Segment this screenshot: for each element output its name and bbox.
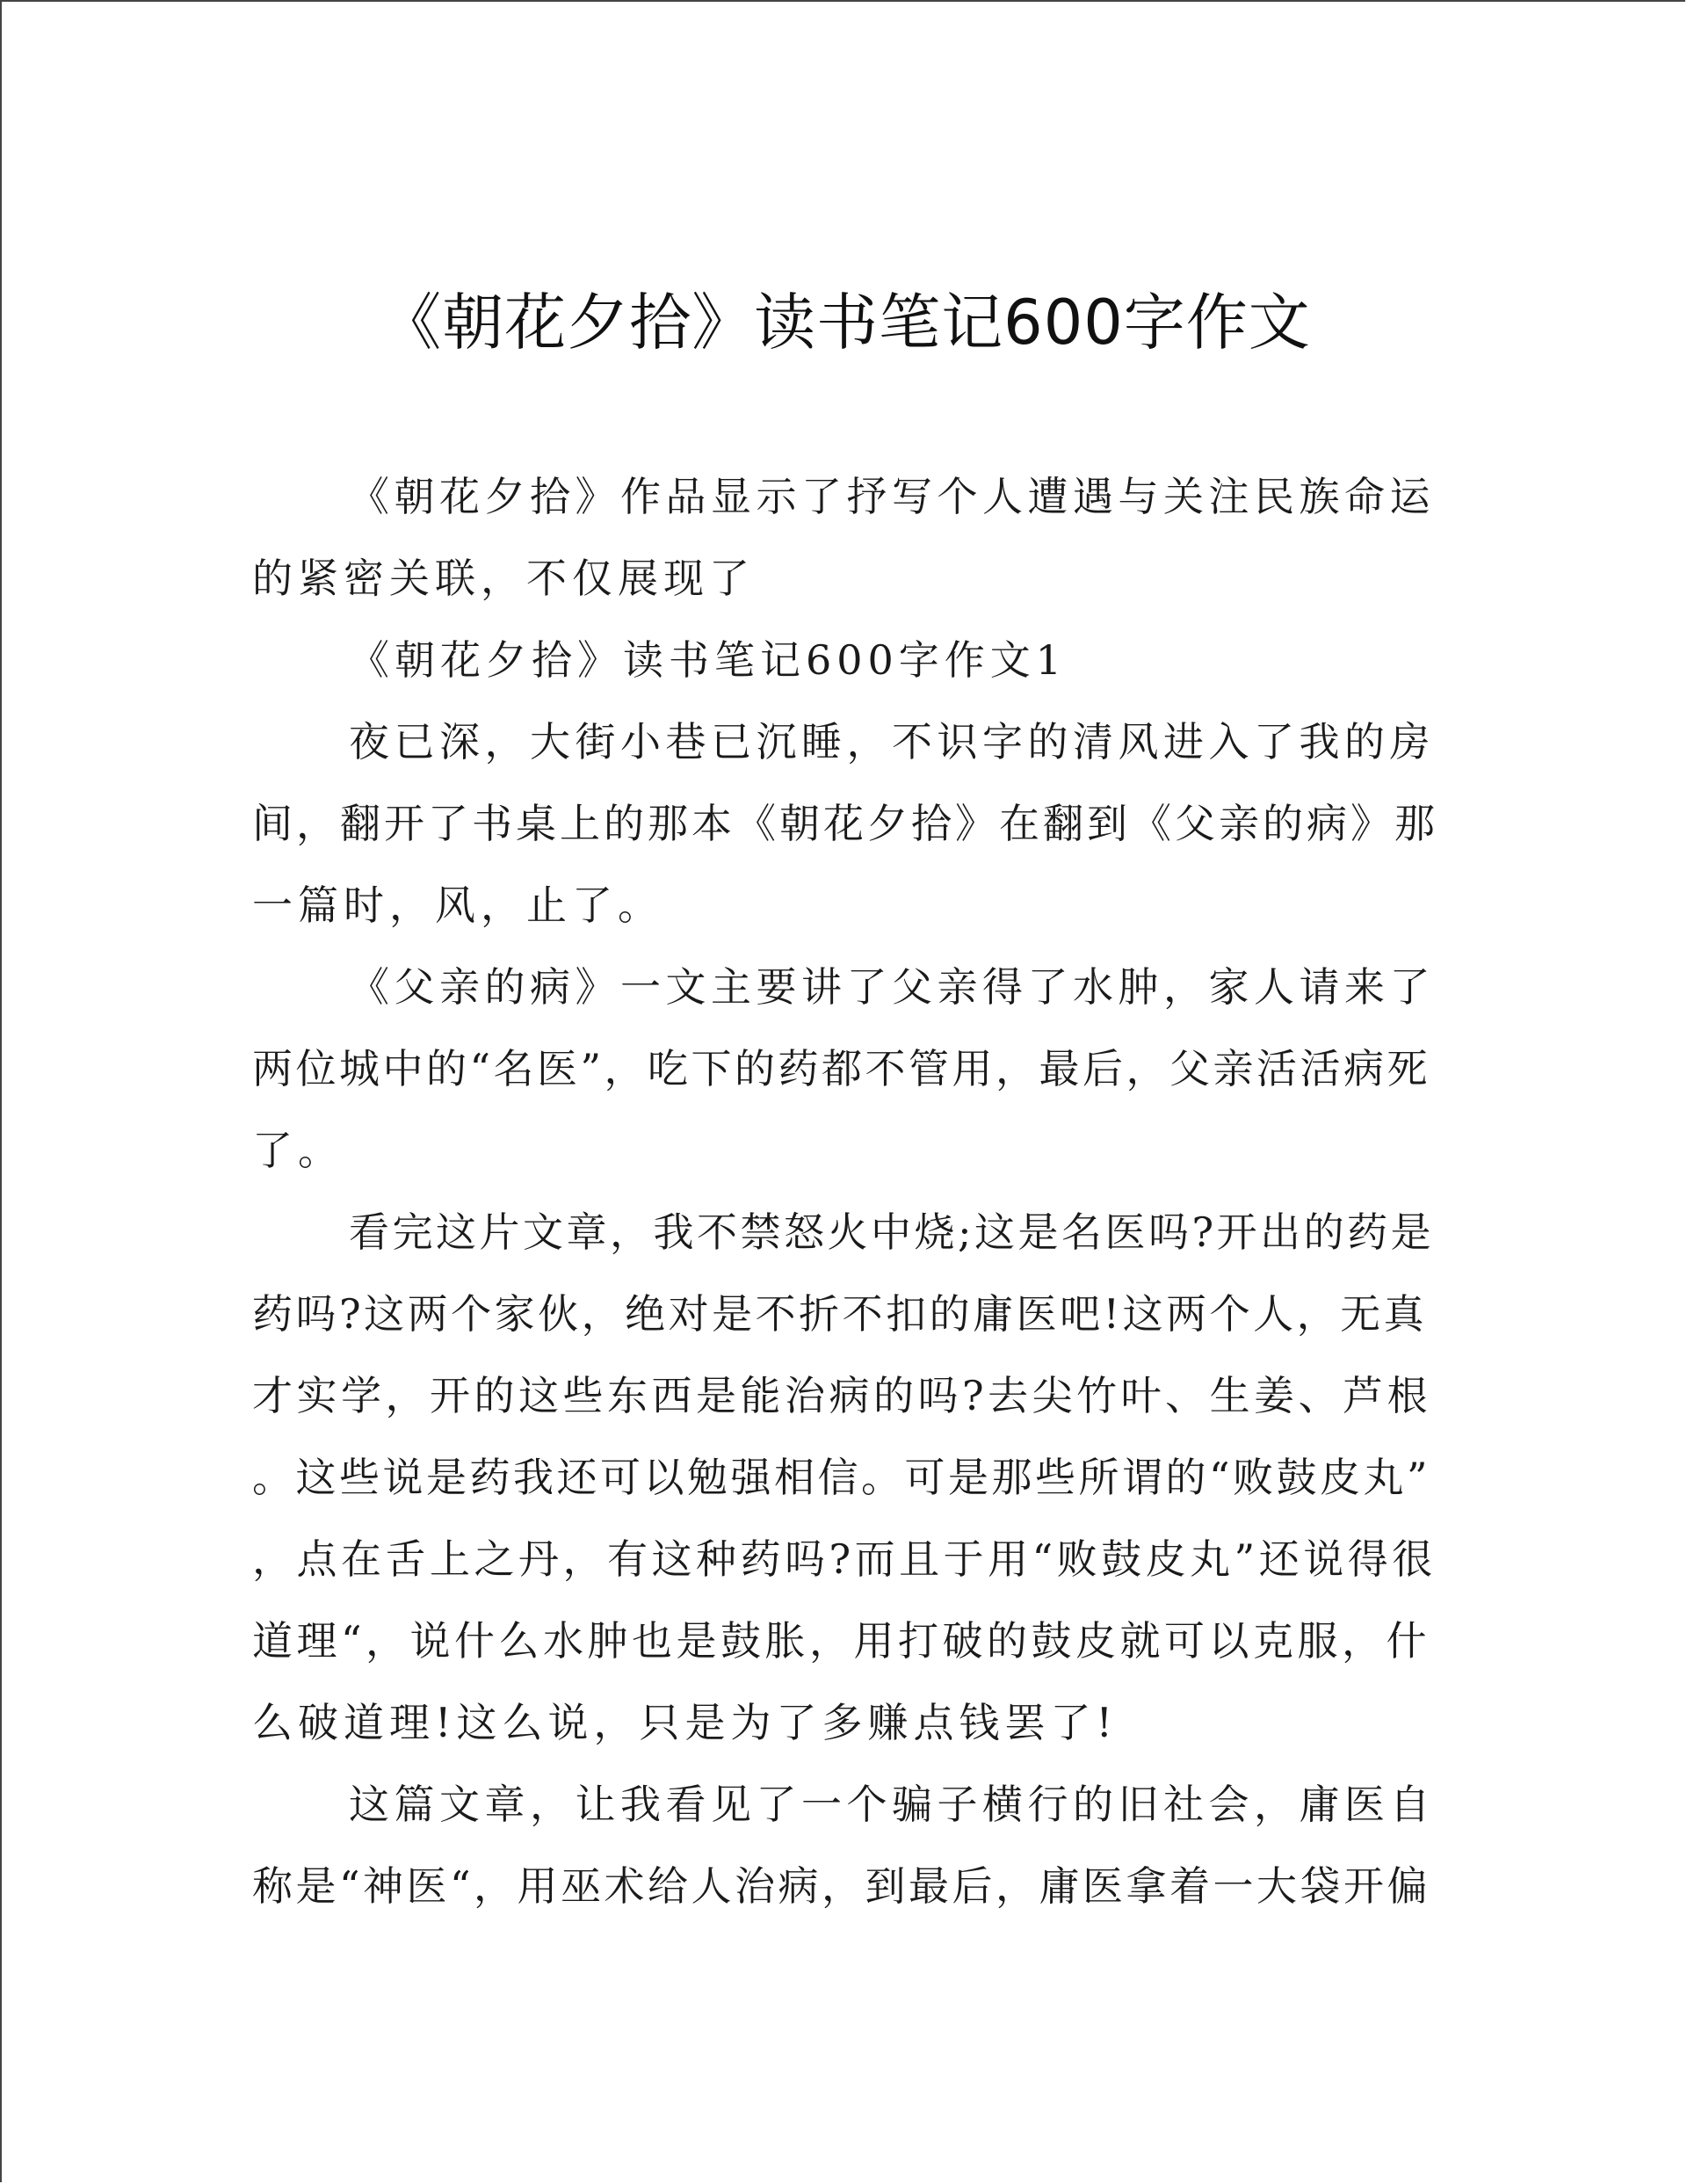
text-line: 的紧密关联，不仅展现了 <box>252 555 755 602</box>
text-line: 这篇文章，让我看见了一个骗子横行的旧社会，庸医自 <box>349 1781 1435 1828</box>
text-line: 《朝花夕拾》读书笔记600字作文1 <box>349 636 1068 684</box>
text-line: 么破道理!这么说，只是为了多赚点钱罢了! <box>252 1699 1118 1746</box>
text-line: ，点在舌上之丹，有这种药吗?而且于用“败鼓皮丸”还说得很 <box>252 1535 1437 1583</box>
text-line: 看完这片文章，我不禁怒火中烧;这是名医吗?开出的药是 <box>349 1208 1435 1256</box>
text-line: 夜已深，大街小巷已沉睡，不识字的清风进入了我的房 <box>349 718 1435 765</box>
document-body <box>252 456 1438 1927</box>
text-line: 《父亲的病》一文主要讲了父亲得了水肿，家人请来了 <box>349 963 1435 1011</box>
text-line: 。这些说是药我还可以勉强相信。可是那些所谓的“败鼓皮丸” <box>252 1454 1431 1501</box>
text-line: 两位城中的“名医”，吃下的药都不管用，最后，父亲活活病死 <box>252 1045 1431 1092</box>
text-line: 了。 <box>252 1127 344 1174</box>
text-line: 药吗?这两个家伙，绝对是不折不扣的庸医吧!这两个人，无真 <box>252 1290 1428 1338</box>
text-line: 道理“，说什么水肿也是鼓胀，用打破的鼓皮就可以克服，什 <box>252 1617 1431 1665</box>
text-line: 称是“神医“，用巫术给人治病，到最后，庸医拿着一大袋开偏 <box>252 1862 1431 1910</box>
text-line: 才实学，开的这些东西是能治病的吗?去尖竹叶、生姜、芦根 <box>252 1372 1432 1419</box>
text-line: 间，翻开了书桌上的那本《朝花夕拾》在翻到《父亲的病》那 <box>252 800 1438 847</box>
text-line: 《朝花夕拾》作品显示了抒写个人遭遇与关注民族命运 <box>349 473 1435 520</box>
text-line: 一篇时，风，止了。 <box>252 882 663 929</box>
document-title: 《朝花夕拾》读书笔记600字作文 <box>380 287 1311 359</box>
